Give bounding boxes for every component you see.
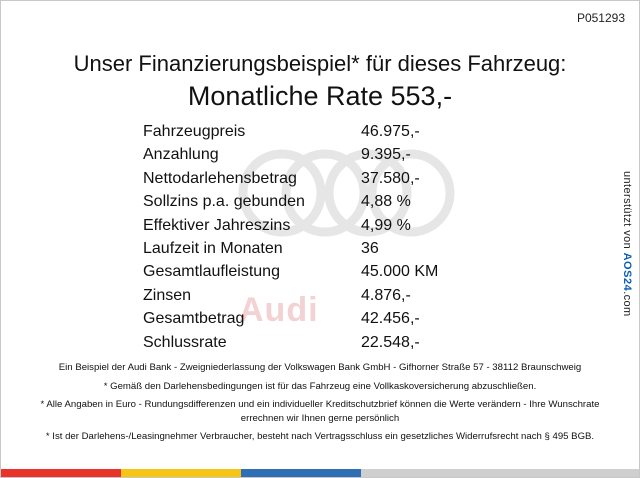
row-value: 4,88 %: [361, 193, 411, 211]
row-label: Anzahlung: [143, 146, 219, 164]
document-code: P051293: [576, 11, 625, 25]
stripe-segment-yellow: [121, 469, 241, 477]
sponsor-prefix: unterstützt von: [621, 171, 633, 253]
table-row: [143, 170, 503, 193]
row-value: 42.456,-: [361, 310, 420, 328]
row-value: 36: [361, 239, 379, 257]
row-label: Schlussrate: [143, 333, 227, 351]
fineprint-line: * Ist der Darlehens-/Leasingnehmer Verbraucher, besteht nach Vertragsschluss ein gesetzliches Widerrufsrecht nach § 495 BGB.: [45, 431, 595, 442]
finance-table: [143, 123, 503, 357]
row-value: 4,99 %: [361, 216, 411, 234]
row-value: 46.975,-: [361, 123, 420, 140]
table-row: [143, 146, 503, 169]
fineprint-line: * Gemäß den Darlehensbedingungen ist für das Fahrzeug eine Vollkaskoversicherung abzuschließen.: [103, 380, 537, 392]
table-row: [143, 240, 503, 263]
table-row: [143, 193, 503, 216]
sponsor-brand: AOS24: [621, 252, 633, 292]
row-value: 37.580,-: [361, 169, 420, 187]
color-stripe: [1, 469, 640, 477]
row-label: Zinsen: [143, 286, 192, 304]
stripe-segment-gray: [361, 469, 640, 477]
row-label: Fahrzeugpreis: [143, 123, 246, 140]
page-title: Unser Finanzierungsbeispiel* für dieses Fahrzeug:: [73, 51, 567, 76]
stripe-segment-red: [1, 469, 121, 477]
row-label: Laufzeit in Monaten: [143, 239, 283, 257]
stripe-segment-blue: [241, 469, 361, 477]
row-value: 9.395,-: [361, 146, 411, 164]
legal-fineprint: [19, 361, 621, 449]
row-label: Gesamtbetrag: [143, 310, 245, 328]
sponsor-suffix: .com: [621, 291, 633, 317]
row-label: Gesamtlaufleistung: [143, 263, 280, 281]
row-value: 22.548,-: [361, 333, 420, 351]
audi-watermark-text: Audi: [239, 291, 319, 329]
table-row: [143, 123, 503, 146]
sponsor-note: [621, 171, 633, 317]
row-label: Sollzins p.a. gebunden: [143, 193, 305, 211]
table-row: [143, 287, 503, 310]
row-value: 4.876,-: [361, 286, 411, 304]
fineprint-line: * Alle Angaben in Euro - Rundungsdifferenzen und ein individueller Kreditschutzbrief können die Werte verändern - Ihre Wunschrate errechnen wir Ihnen gerne persönlich: [40, 399, 600, 424]
table-row: [143, 310, 503, 333]
row-label: Nettodarlehensbetrag: [143, 169, 297, 187]
row-label: Effektiver Jahreszins: [143, 216, 291, 234]
table-row: [143, 334, 503, 357]
row-value: 45.000 KM: [361, 263, 439, 281]
monthly-rate-title: Monatliche Rate 553,-: [187, 81, 453, 111]
fineprint-line: Ein Beispiel der Audi Bank - Zweigniederlassung der Volkswagen Bank GmbH - Gifhorner Straße 57 - 38112 Braunschweig: [58, 362, 582, 373]
table-row: [143, 263, 503, 286]
table-row: [143, 217, 503, 240]
